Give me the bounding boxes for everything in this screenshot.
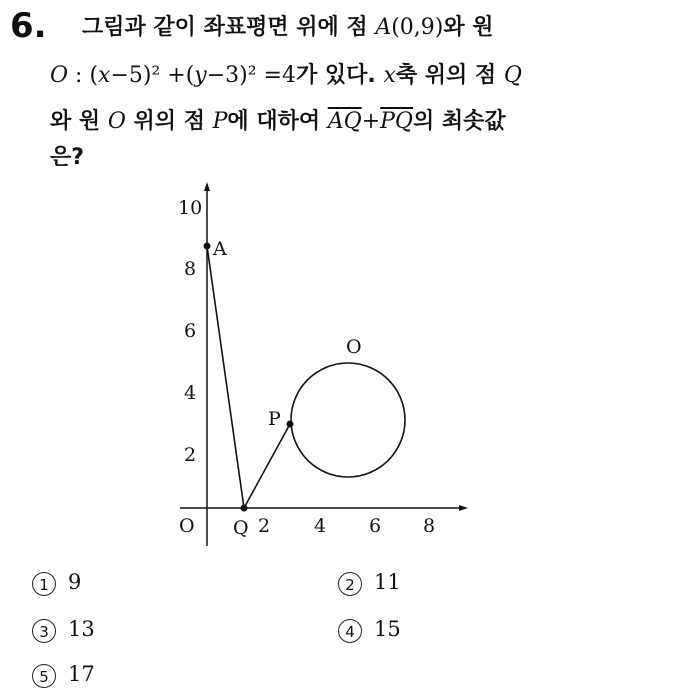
question-line-1 bbox=[82, 10, 494, 41]
y-axis-arrow bbox=[204, 182, 210, 191]
point-q-dot bbox=[241, 505, 248, 512]
question-text: 의 최솟값 bbox=[412, 109, 506, 134]
question-text: 와 원 bbox=[50, 109, 108, 134]
choice-3[interactable] bbox=[32, 617, 95, 643]
equation-part: : ( bbox=[68, 63, 99, 88]
equation-part: −3)² =4 bbox=[206, 63, 296, 88]
question-text: 에 대하여 bbox=[227, 109, 328, 134]
choice-value: 15 bbox=[374, 617, 401, 641]
label-p: P bbox=[268, 408, 281, 430]
circle-symbol: O bbox=[107, 109, 126, 134]
plus-sign: + bbox=[361, 109, 381, 134]
label-a: A bbox=[213, 238, 227, 260]
point-p-symbol: P bbox=[212, 109, 228, 134]
choice-number: 2 bbox=[338, 572, 362, 596]
circle-o bbox=[291, 363, 405, 477]
segment-pq-line bbox=[244, 424, 290, 508]
y-tick: 8 bbox=[184, 258, 197, 280]
question-text: 위의 점 bbox=[125, 109, 213, 134]
choice-value: 11 bbox=[374, 570, 401, 594]
label-q: Q bbox=[233, 517, 249, 539]
equation-part: −5)² +( bbox=[110, 63, 195, 88]
x-axis-arrow bbox=[459, 505, 468, 511]
choice-number: 4 bbox=[338, 619, 362, 643]
choice-number: 1 bbox=[32, 572, 56, 596]
x-var: x bbox=[383, 63, 396, 88]
segment-aq-line bbox=[207, 246, 244, 508]
x-tick: 8 bbox=[423, 515, 436, 537]
y-tick: 2 bbox=[184, 444, 197, 466]
y-tick: 6 bbox=[184, 320, 197, 342]
equation-var-y: y bbox=[194, 63, 207, 88]
y-tick: 4 bbox=[184, 382, 197, 404]
segment-pq: $\overline{PQ}$ bbox=[380, 109, 413, 134]
point-p-dot bbox=[287, 421, 294, 428]
equation-var-x: x bbox=[98, 63, 111, 88]
label-origin: O bbox=[179, 515, 195, 537]
choice-value: 9 bbox=[68, 570, 82, 594]
x-tick: 2 bbox=[258, 515, 271, 537]
question-text: 그림과 같이 좌표평면 위에 점 bbox=[82, 15, 376, 40]
point-a-coords: (0,9) bbox=[391, 15, 444, 40]
point-q-symbol: Q bbox=[503, 63, 522, 88]
choice-1[interactable] bbox=[32, 570, 81, 596]
question-line-3 bbox=[50, 104, 506, 135]
choice-number: 5 bbox=[32, 664, 56, 688]
x-tick: 6 bbox=[369, 515, 382, 537]
question-text: 축 위의 점 bbox=[395, 63, 504, 88]
choice-4[interactable] bbox=[338, 617, 401, 643]
question-text: 와 원 bbox=[443, 15, 494, 40]
y-tick: 10 bbox=[178, 197, 203, 219]
segment-aq: $\overline{AQ}$ bbox=[327, 109, 362, 134]
question-text: 가 있다. bbox=[296, 63, 384, 88]
x-tick: 4 bbox=[314, 515, 327, 537]
question-line-2 bbox=[50, 58, 522, 89]
question-line-4: 은? bbox=[50, 145, 85, 170]
choice-value: 17 bbox=[68, 662, 95, 686]
label-circle-o: O bbox=[346, 336, 362, 358]
choice-2[interactable] bbox=[338, 570, 401, 596]
choice-number: 3 bbox=[32, 619, 56, 643]
point-a-dot bbox=[204, 243, 211, 250]
choice-value: 13 bbox=[68, 617, 95, 641]
point-a-symbol: A bbox=[375, 15, 392, 40]
question-number: 6. bbox=[10, 6, 47, 46]
circle-symbol: O bbox=[50, 63, 69, 88]
coordinate-figure bbox=[160, 178, 480, 550]
choice-5[interactable] bbox=[32, 662, 95, 688]
